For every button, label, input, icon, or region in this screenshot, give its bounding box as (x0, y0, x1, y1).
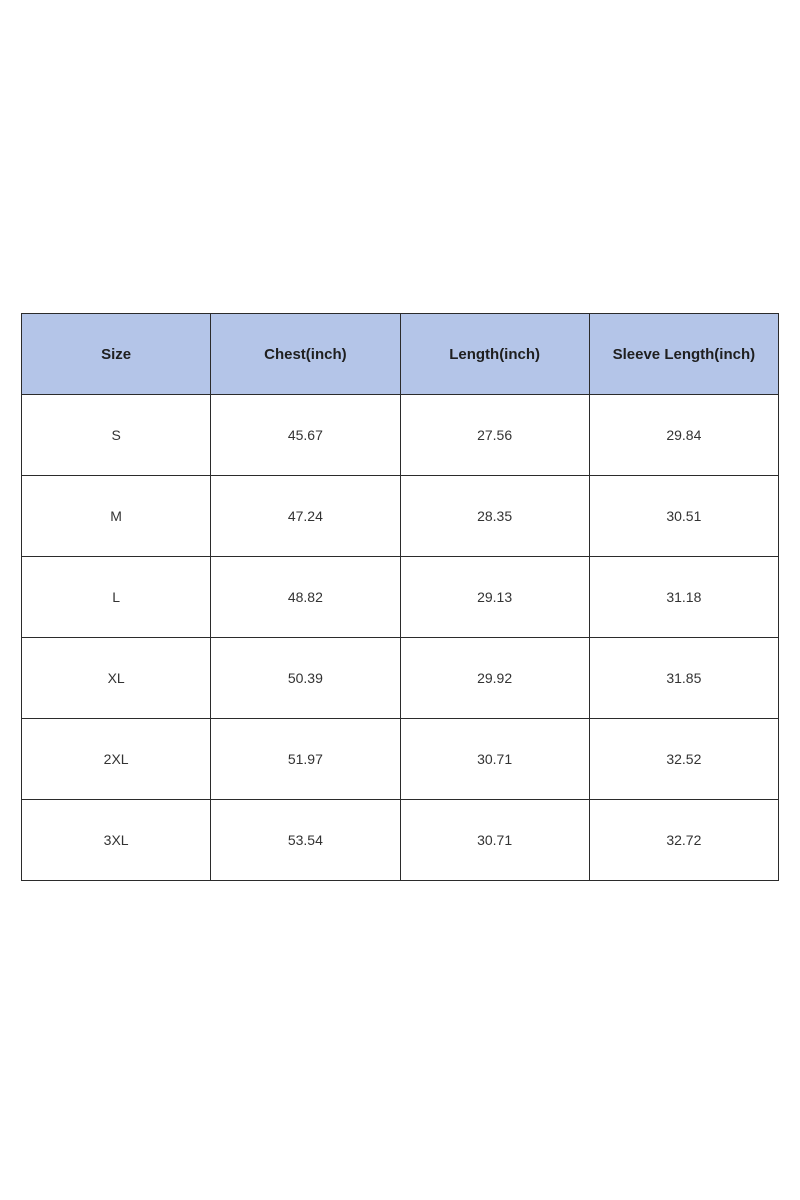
cell-length: 29.92 (400, 638, 589, 719)
header-sleeve-length: Sleeve Length(inch) (589, 314, 778, 395)
cell-chest: 48.82 (211, 557, 400, 638)
cell-length: 29.13 (400, 557, 589, 638)
cell-length: 28.35 (400, 476, 589, 557)
cell-sleeve-length: 32.72 (589, 800, 778, 881)
cell-length: 30.71 (400, 719, 589, 800)
table-row (22, 476, 779, 557)
cell-sleeve-length: 29.84 (589, 395, 778, 476)
table-row (22, 800, 779, 881)
cell-size: XL (22, 638, 211, 719)
table-row (22, 719, 779, 800)
cell-size: 3XL (22, 800, 211, 881)
size-chart-table (21, 313, 779, 881)
cell-length: 30.71 (400, 800, 589, 881)
cell-size: M (22, 476, 211, 557)
header-row (22, 314, 779, 395)
cell-size: S (22, 395, 211, 476)
table-row (22, 557, 779, 638)
cell-chest: 53.54 (211, 800, 400, 881)
cell-length: 27.56 (400, 395, 589, 476)
cell-chest: 45.67 (211, 395, 400, 476)
cell-chest: 51.97 (211, 719, 400, 800)
table-row (22, 395, 779, 476)
cell-chest: 50.39 (211, 638, 400, 719)
cell-size: L (22, 557, 211, 638)
cell-size: 2XL (22, 719, 211, 800)
cell-sleeve-length: 31.18 (589, 557, 778, 638)
cell-sleeve-length: 31.85 (589, 638, 778, 719)
header-chest: Chest(inch) (211, 314, 400, 395)
cell-chest: 47.24 (211, 476, 400, 557)
table-row (22, 638, 779, 719)
header-length: Length(inch) (400, 314, 589, 395)
header-size: Size (22, 314, 211, 395)
cell-sleeve-length: 30.51 (589, 476, 778, 557)
cell-sleeve-length: 32.52 (589, 719, 778, 800)
